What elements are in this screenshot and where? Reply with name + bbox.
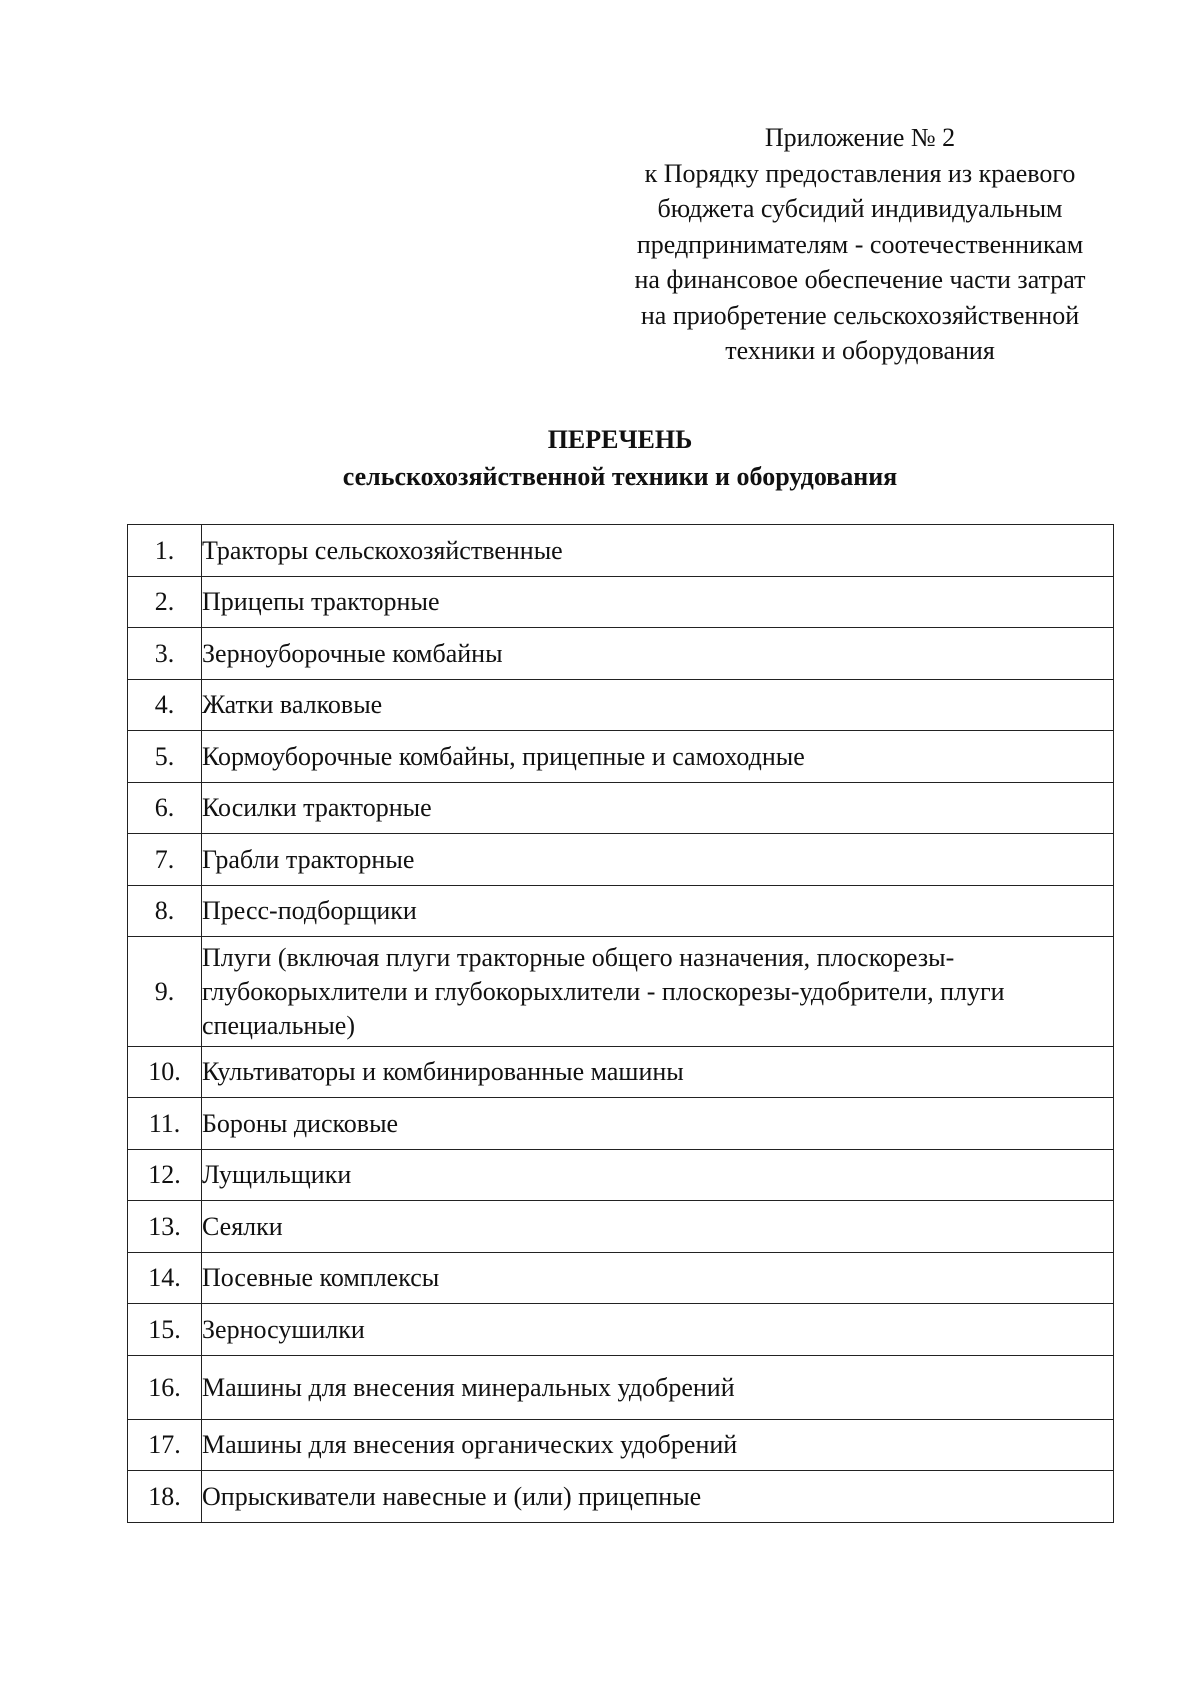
row-number: 14.	[128, 1253, 202, 1304]
row-number: 15.	[128, 1304, 202, 1356]
row-text: Плуги (включая плуги тракторные общего назначения, плоскорезы-глубокорыхлители и глубокорыхлители - плоскорезы-удобрители, плуги специальные)	[202, 937, 1114, 1047]
table-row	[128, 886, 1114, 937]
annex-line: техники и оборудования	[725, 336, 995, 365]
row-number: 8.	[128, 886, 202, 937]
row-text: Опрыскиватели навесные и (или) прицепные	[202, 1471, 1114, 1523]
annex-line: на приобретение сельскохозяйственной	[640, 300, 1080, 330]
table-row	[128, 731, 1114, 783]
table-row	[128, 834, 1114, 886]
table-row	[128, 1471, 1114, 1523]
row-number: 18.	[128, 1471, 202, 1523]
row-text: Зерноуборочные комбайны	[202, 628, 1114, 680]
row-number: 13.	[128, 1201, 202, 1253]
table-row	[128, 1047, 1114, 1098]
row-number: 9.	[128, 937, 202, 1047]
table-row	[128, 1150, 1114, 1201]
row-text: Машины для внесения минеральных удобрений	[202, 1356, 1114, 1420]
row-number: 17.	[128, 1420, 202, 1471]
row-number: 1.	[128, 525, 202, 577]
row-text: Пресс-подборщики	[202, 886, 1114, 937]
row-text: Косилки тракторные	[202, 783, 1114, 834]
row-number: 11.	[128, 1098, 202, 1150]
annex-block	[595, 120, 1125, 369]
document-subtitle: сельскохозяйственной техники и оборудования	[342, 462, 898, 491]
row-text: Посевные комплексы	[202, 1253, 1114, 1304]
row-number: 4.	[128, 680, 202, 731]
row-text: Кормоуборочные комбайны, прицепные и самоходные	[202, 731, 1114, 783]
table-row	[128, 783, 1114, 834]
row-text: Сеялки	[202, 1201, 1114, 1253]
annex-line: бюджета субсидий индивидуальным	[657, 194, 1063, 223]
table-row	[128, 1253, 1114, 1304]
equipment-list-table	[127, 524, 1114, 1523]
table-row	[128, 1201, 1114, 1253]
table-row	[128, 1420, 1114, 1471]
row-number: 3.	[128, 628, 202, 680]
row-text: Тракторы сельскохозяйственные	[202, 525, 1114, 577]
table-row	[128, 628, 1114, 680]
row-number: 7.	[128, 834, 202, 886]
table-row	[128, 1098, 1114, 1150]
row-number: 6.	[128, 783, 202, 834]
annex-line: к Порядку предоставления из краевого	[644, 158, 1076, 188]
annex-line: Приложение № 2	[764, 123, 956, 152]
annex-line: на финансовое обеспечение части затрат	[634, 265, 1086, 294]
row-text: Прицепы тракторные	[202, 577, 1114, 628]
table-row	[128, 525, 1114, 577]
row-text: Машины для внесения органических удобрений	[202, 1420, 1114, 1471]
annex-line: предпринимателям - соотечественникам	[636, 229, 1084, 259]
row-number: 5.	[128, 731, 202, 783]
row-text: Лущильщики	[202, 1150, 1114, 1201]
document-title: ПЕРЕЧЕНЬ	[547, 425, 693, 454]
table-row	[128, 680, 1114, 731]
row-text: Жатки валковые	[202, 680, 1114, 731]
row-text: Культиваторы и комбинированные машины	[202, 1047, 1114, 1098]
row-number: 12.	[128, 1150, 202, 1201]
table-row	[128, 577, 1114, 628]
row-text: Бороны дисковые	[202, 1098, 1114, 1150]
table-row	[128, 1356, 1114, 1420]
table-row	[128, 1304, 1114, 1356]
row-number: 10.	[128, 1047, 202, 1098]
row-text: Грабли тракторные	[202, 834, 1114, 886]
row-number: 2.	[128, 577, 202, 628]
table-row	[128, 937, 1114, 1047]
row-number: 16.	[128, 1356, 202, 1420]
row-text: Зерносушилки	[202, 1304, 1114, 1356]
